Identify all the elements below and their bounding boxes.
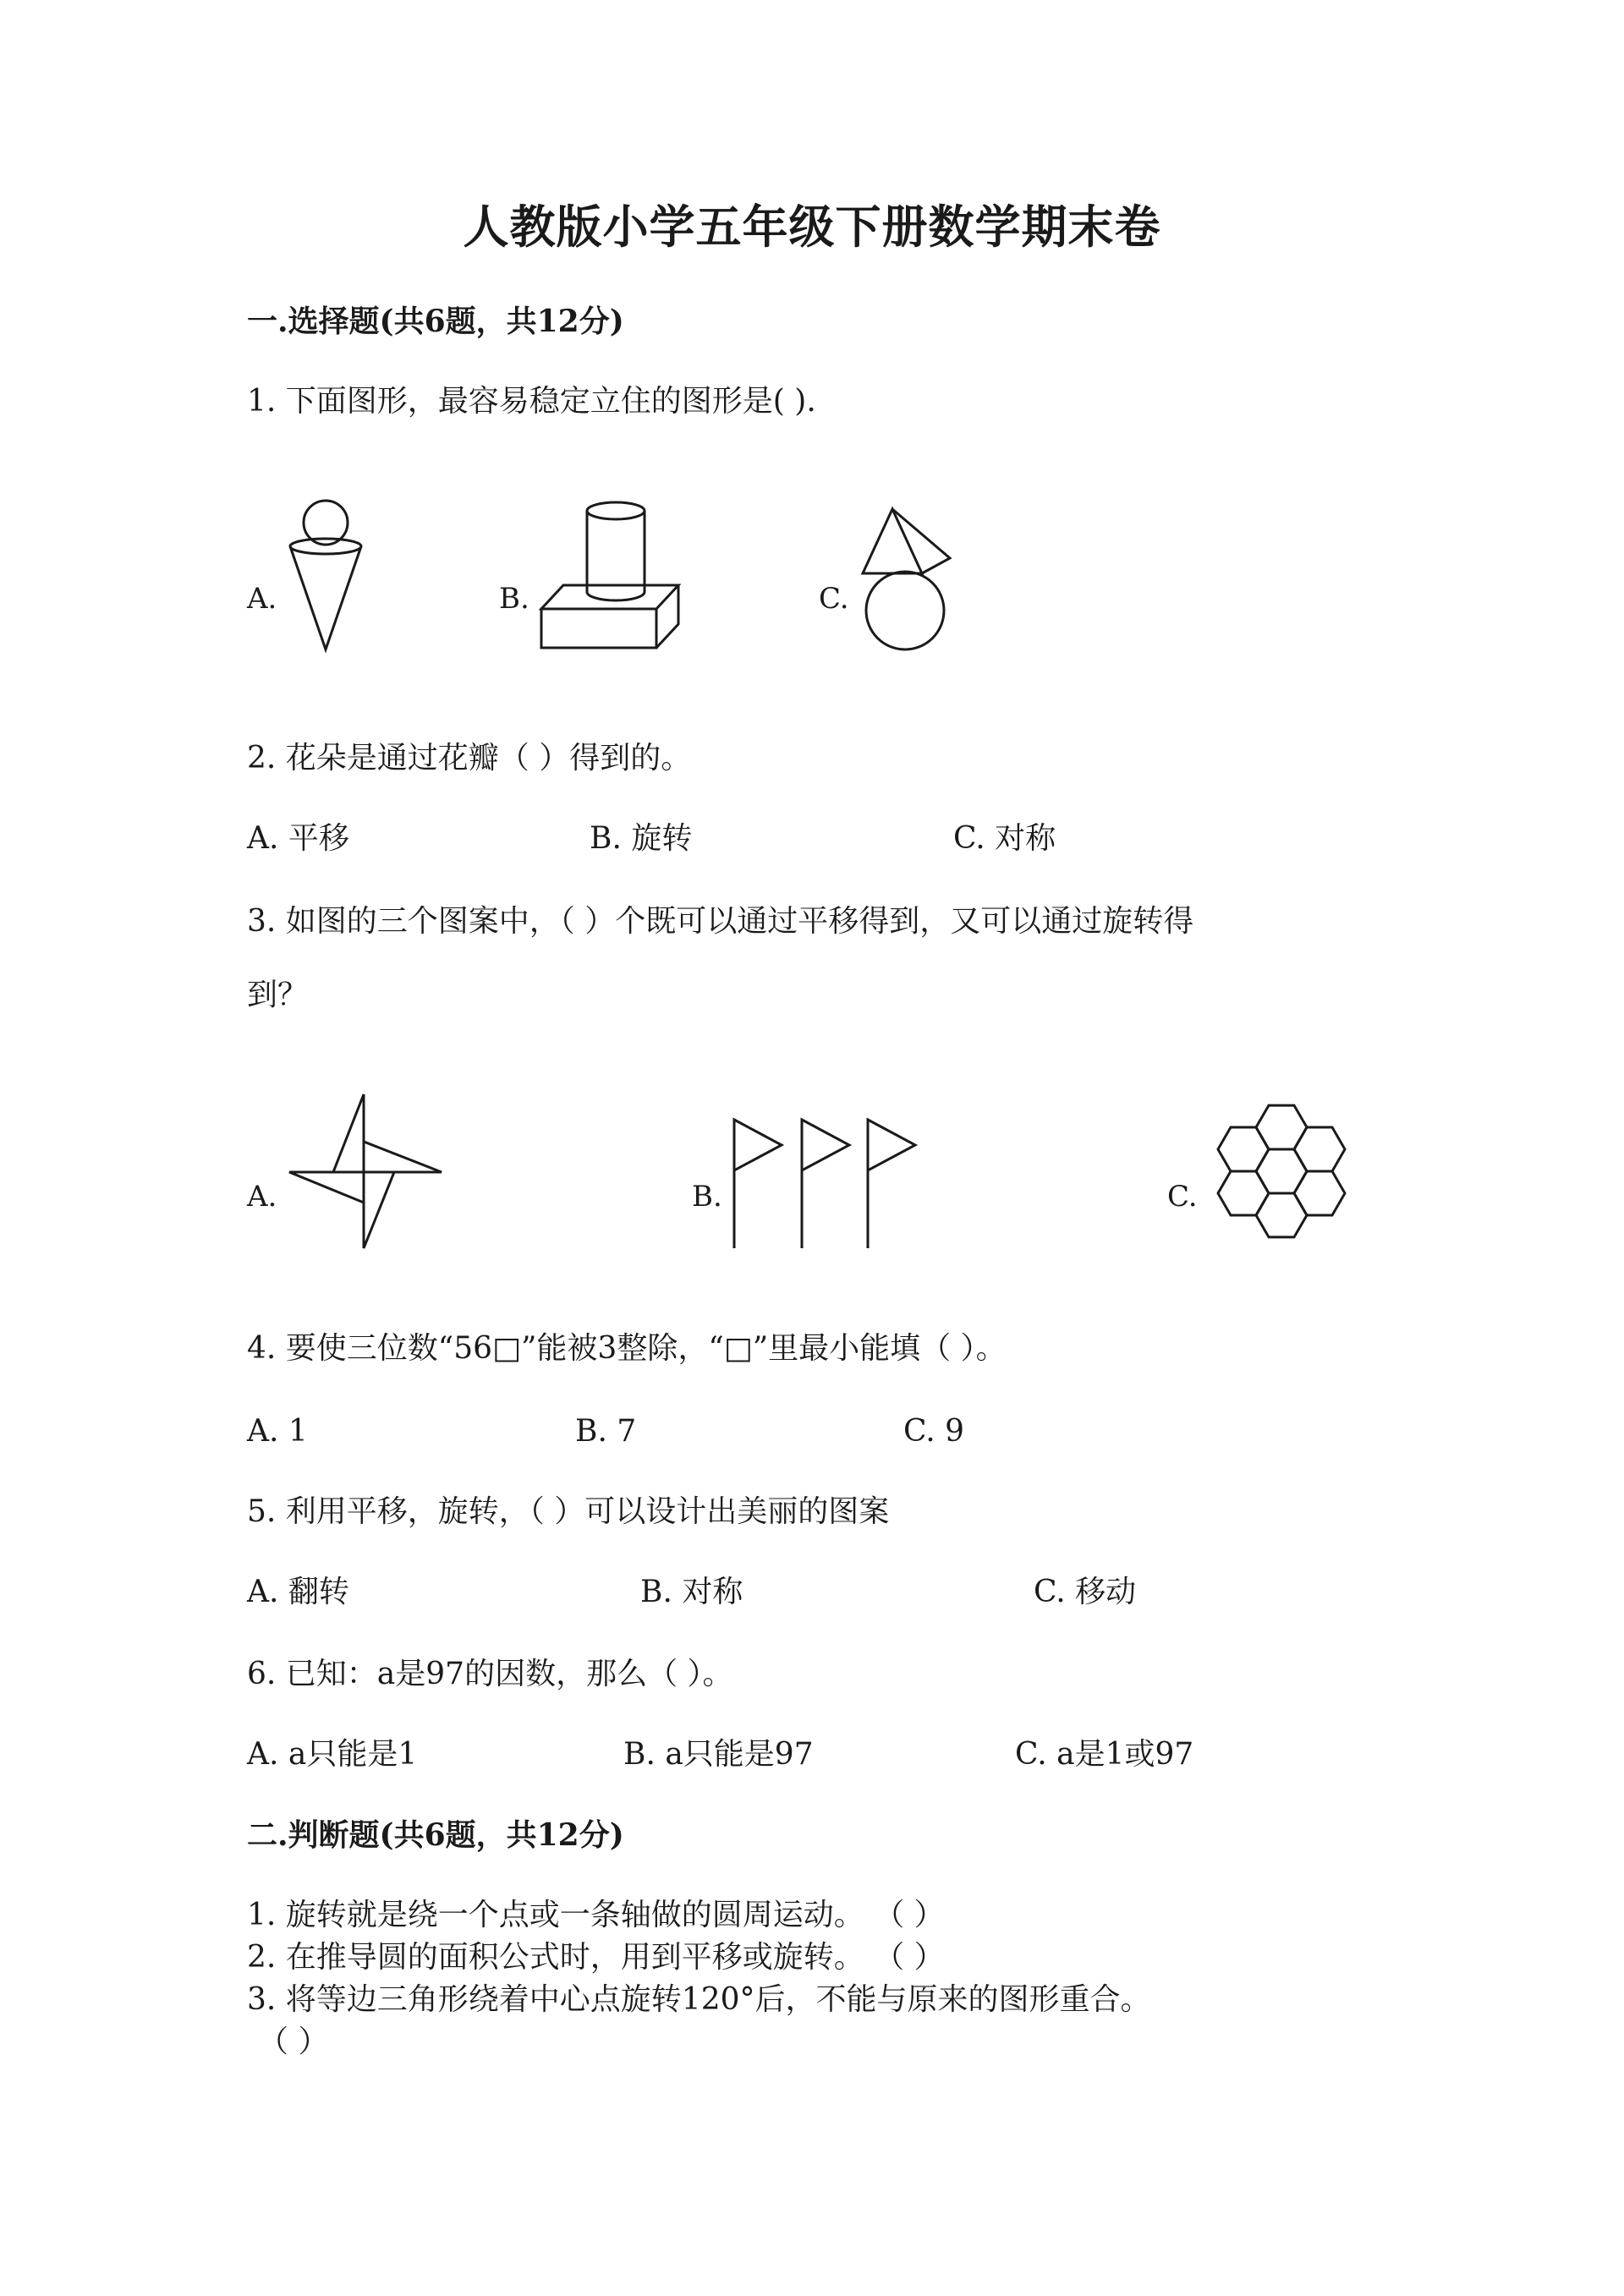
question-3-text-line2: 到？ bbox=[247, 978, 309, 1012]
q1-option-c-label: C. bbox=[819, 582, 849, 616]
q4-option-c: C. 9 bbox=[903, 1414, 965, 1449]
q6-option-b: B. a只能是97 bbox=[623, 1737, 814, 1772]
q5-option-c: C. 移动 bbox=[1034, 1575, 1137, 1609]
q1-option-a-label: A. bbox=[247, 582, 277, 616]
q2-option-c: C. 对称 bbox=[953, 821, 1056, 856]
question-2-text: 2. 花朵是通过花瓣（ ）得到的。 bbox=[247, 741, 692, 775]
hexagon-cell-4 bbox=[1294, 1171, 1345, 1215]
judgement-item-3-blank: （ ） bbox=[258, 2025, 329, 2059]
three-flags-figure bbox=[729, 1116, 924, 1252]
q6-option-c: C. a是1或97 bbox=[1015, 1737, 1194, 1772]
question-1-text: 1. 下面图形，最容易稳定立住的图形是( ). bbox=[247, 384, 816, 419]
q3-option-c-label: C. bbox=[1167, 1180, 1198, 1214]
hexagon-cell-5 bbox=[1218, 1127, 1269, 1171]
page-title: 人教版小学五年级下册数学期末卷 bbox=[463, 200, 1161, 254]
pinwheel-figure bbox=[286, 1091, 447, 1252]
question-5-text: 5. 利用平移，旋转，（ ）可以设计出美丽的图案 bbox=[247, 1494, 890, 1529]
q3-option-a-label: A. bbox=[247, 1180, 277, 1214]
section-heading-judgement: 二.判断题(共6题，共12分) bbox=[247, 1817, 624, 1853]
q2-option-a: A. 平移 bbox=[247, 821, 349, 856]
question-3-text-line1: 3. 如图的三个图案中，（ ）个既可以通过平移得到，又可以通过旋转得 bbox=[247, 904, 1194, 939]
judgement-item-3: 3. 将等边三角形绕着中心点旋转120°后，不能与原来的图形重合。 bbox=[247, 1982, 1151, 2017]
q4-option-a: A. 1 bbox=[247, 1414, 308, 1449]
cylinder-on-box-figure bbox=[540, 499, 683, 651]
q1-option-b-label: B. bbox=[499, 582, 529, 616]
hexagon-pattern-figure bbox=[1205, 1091, 1358, 1252]
q2-option-b: B. 旋转 bbox=[590, 821, 693, 856]
question-4-text: 4. 要使三位数“56□”能被3整除，“□”里最小能填（ ）。 bbox=[247, 1331, 1007, 1366]
hexagon-cell-6 bbox=[1218, 1171, 1269, 1215]
q5-option-b: B. 对称 bbox=[640, 1575, 743, 1609]
hexagon-cell-3 bbox=[1294, 1127, 1345, 1171]
cone-on-sphere-figure bbox=[859, 506, 960, 654]
judgement-item-1: 1. 旋转就是绕一个点或一条轴做的圆周运动。 （ ） bbox=[247, 1898, 945, 1932]
question-6-text: 6. 已知：a是97的因数，那么（ ）。 bbox=[247, 1657, 733, 1691]
judgement-item-2: 2. 在推导圆的面积公式时，用到平移或旋转。 （ ） bbox=[247, 1940, 945, 1975]
q6-option-a: A. a只能是1 bbox=[247, 1737, 418, 1772]
sphere-on-cone-figure bbox=[283, 499, 368, 651]
q5-option-a: A. 翻转 bbox=[247, 1575, 349, 1609]
section-heading-choice: 一.选择题(共6题，共12分) bbox=[247, 304, 624, 339]
q4-option-b: B. 7 bbox=[575, 1414, 637, 1449]
q3-option-b-label: B. bbox=[692, 1180, 722, 1214]
